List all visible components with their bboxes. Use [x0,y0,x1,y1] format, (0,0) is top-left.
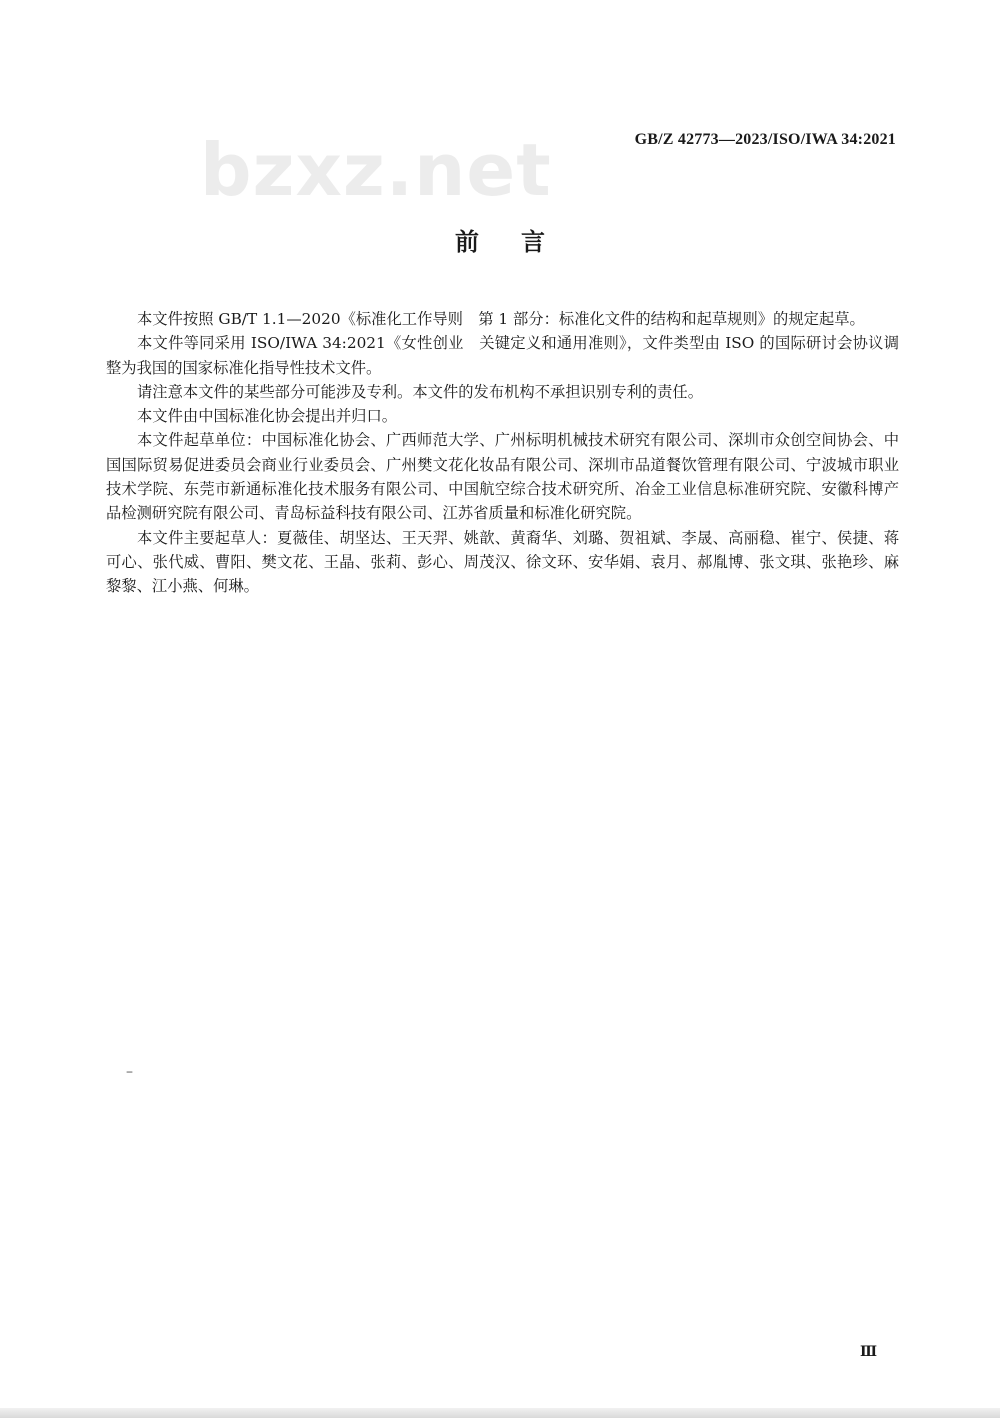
paragraph-proposer: 本文件由中国标准化协会提出并归口。 [137,407,398,426]
paragraph-patent-notice: 请注意本文件的某些部分可能涉及专利。本文件的发布机构不承担识别专利的责任。 [137,382,703,401]
page-title: 前言 [455,228,587,256]
watermark: bzxz.net [200,128,552,212]
page-bottom-edge [0,1408,1000,1418]
page-number: Ⅲ [859,1345,877,1360]
paragraph-adoption: 本文件等同采用 ISO/IWA 34:2021《女性创业 关键定义和通用准则》，文件类型由 ISO 的国际研讨会协议调整为我国的国家标准化指导性技术文件。 [106,334,899,377]
stray-dash-mark: – [126,1064,133,1080]
document-code: GB/Z 42773—2023/ISO/IWA 34:2021 [634,131,896,148]
foreword-body [106,307,899,599]
paragraph-drafters: 本文件主要起草人：夏薇佳、胡坚达、王天羿、姚歆、黄裔华、刘璐、贺祖斌、李晟、高丽稳、崔宁、侯捷、蒋可心、张代威、曹阳、樊文花、王晶、张莉、彭心、周茂汉、徐文环、安华娟、袁月、郝胤博、张文琪、张艳珍、麻黎黎、江小燕、何琳。 [106,528,899,596]
paragraph-drafting-units: 本文件起草单位：中国标准化协会、广西师范大学、广州标明机械技术研究有限公司、深圳市众创空间协会、中国国际贸易促进委员会商业行业委员会、广州樊文花化妆品有限公司、深圳市品道餐饮管理有限公司、宁波城市职业技术学院、东莞市新通标准化技术服务有限公司、中国航空综合技术研究所、冶金工业信息标准研究院、安徽科博产品检测研究院有限公司、青岛标益科技有限公司、江苏省质量和标准化研究院。 [106,431,899,523]
paragraph-drafting-rules: 本文件按照 GB/T 1.1—2020《标准化工作导则 第 1 部分：标准化文件的结构和起草规则》的规定起草。 [137,310,865,328]
